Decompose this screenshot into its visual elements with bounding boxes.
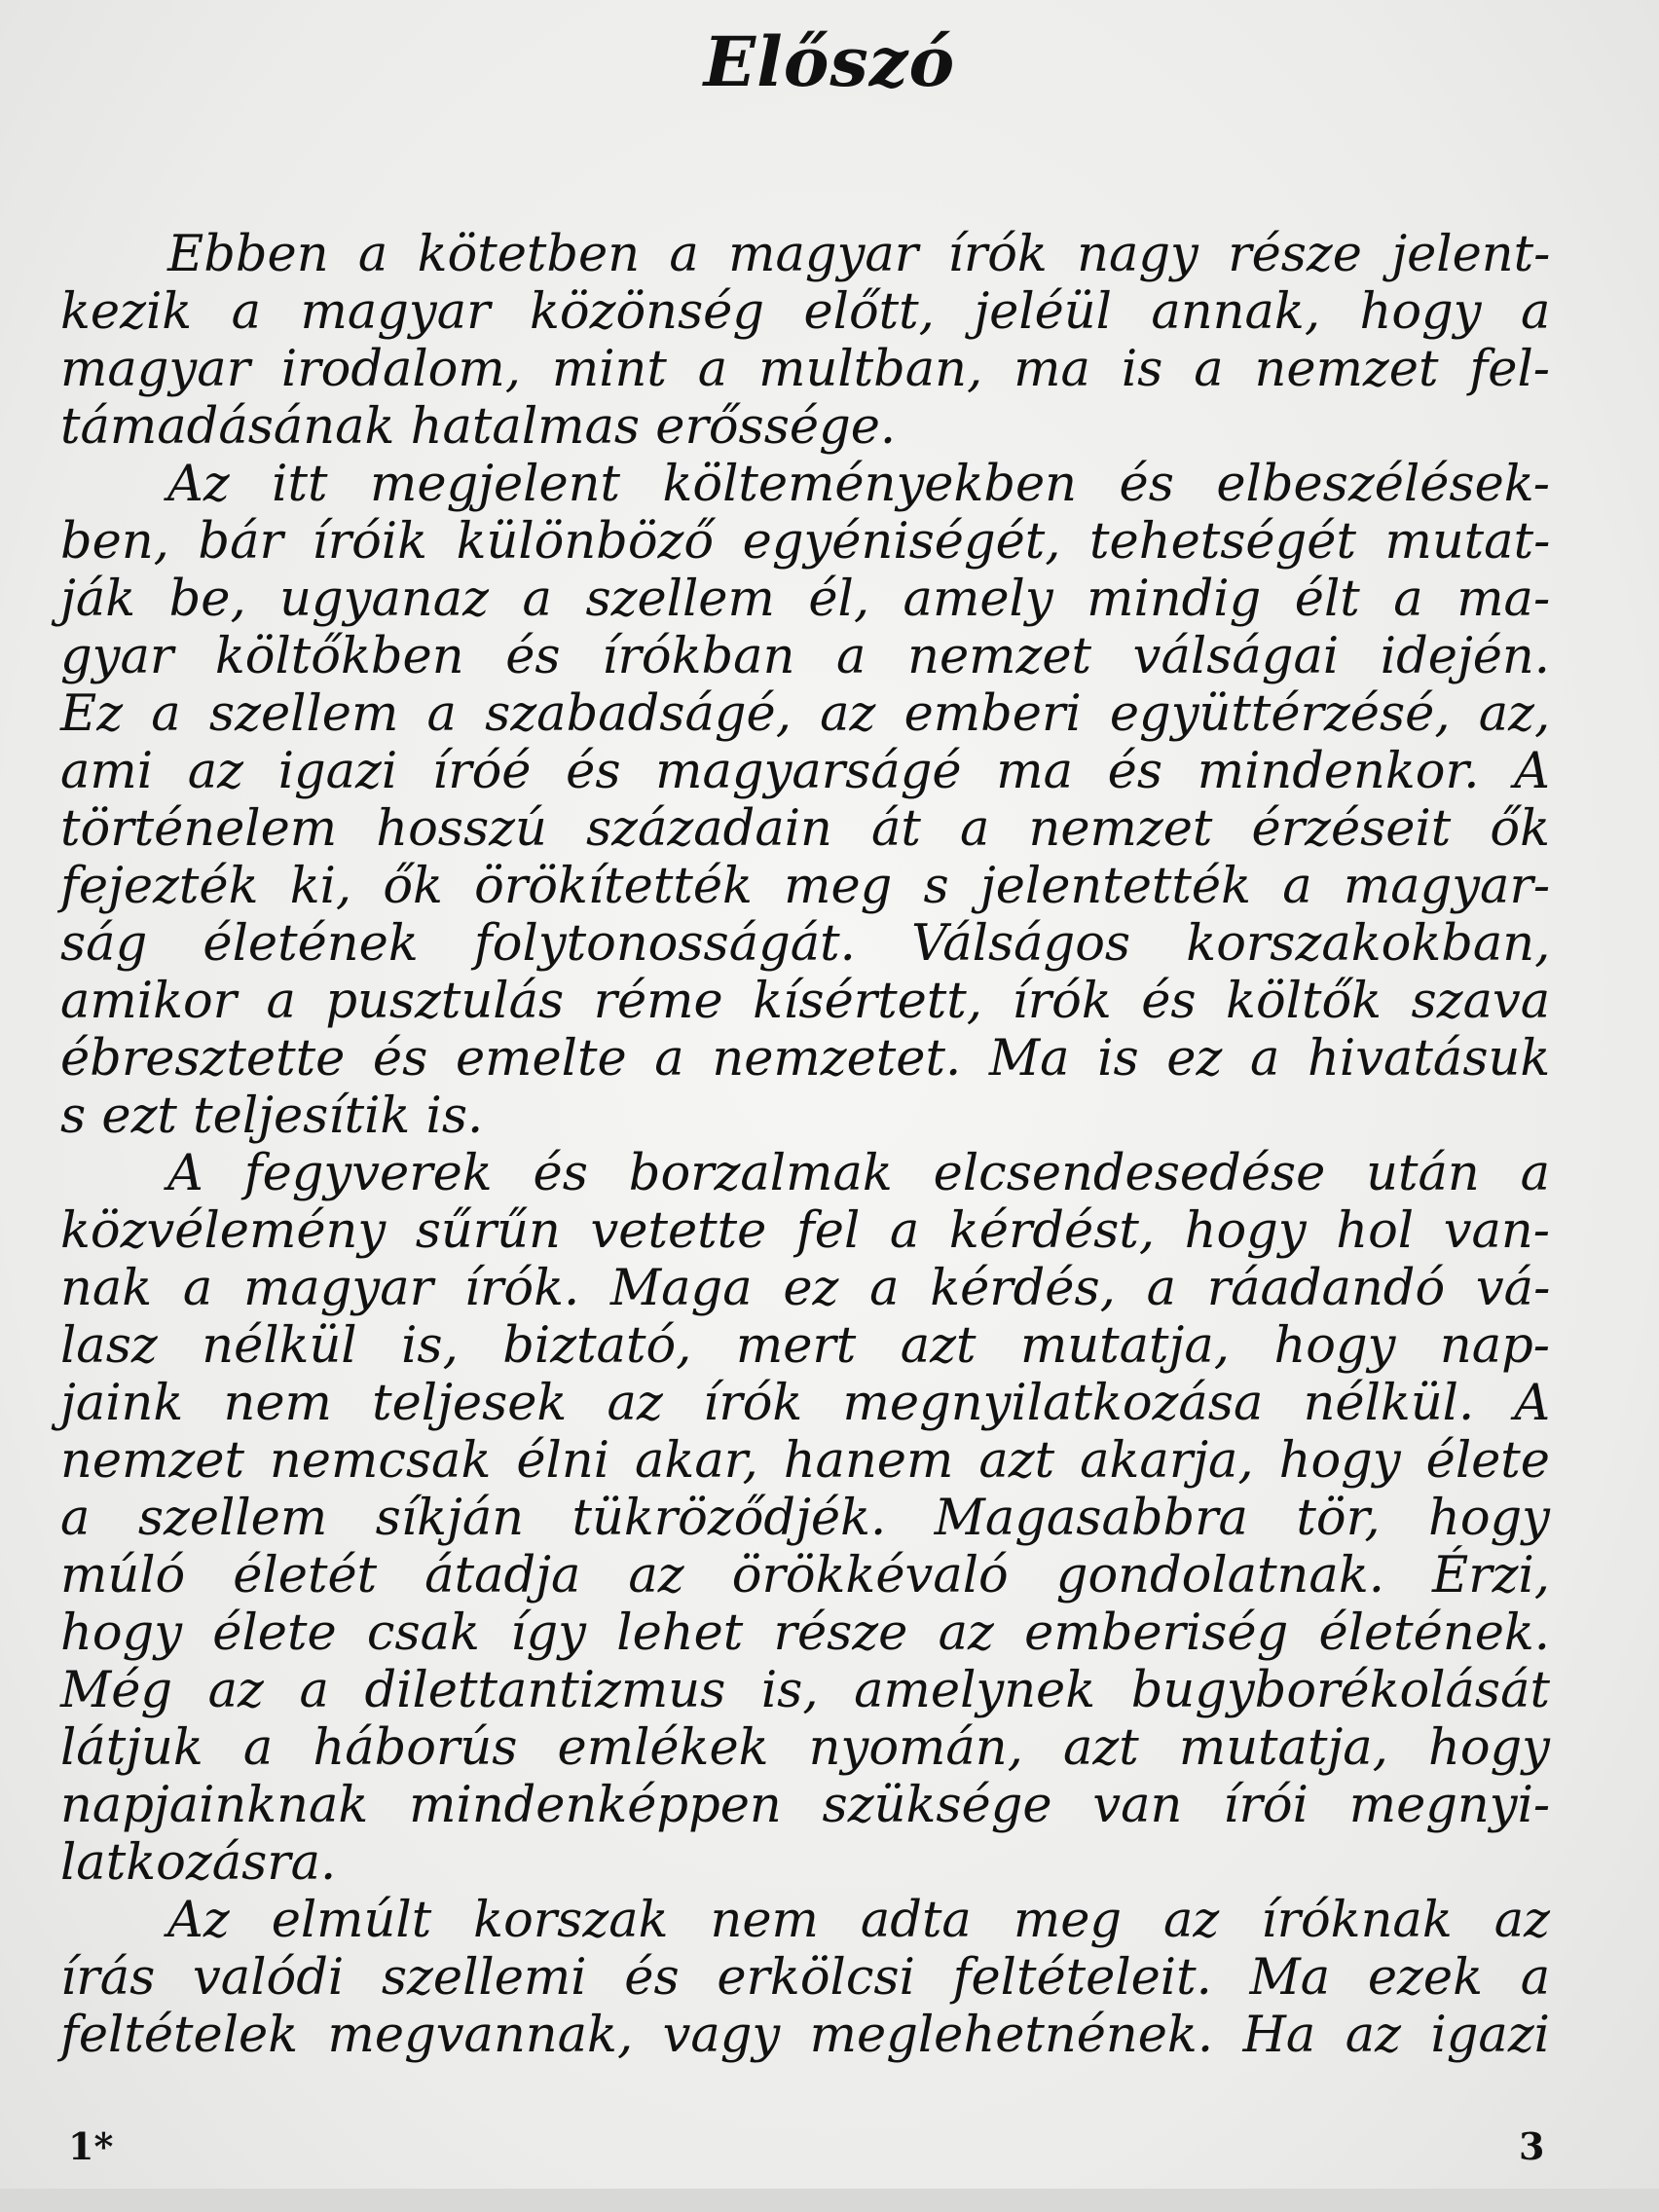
text-line: történelem hosszú századain át a nemzet érzéseit ők — [60, 800, 1550, 858]
text-line: nemzet nemcsak élni akar, hanem azt akarja, hogy élete — [60, 1432, 1550, 1490]
text-line: kezik a magyar közönség előtt, jeléül annak, hogy a — [60, 283, 1551, 341]
text-line: latkozásra. — [60, 1834, 337, 1892]
signature-mark: 1* — [68, 2124, 114, 2168]
text-line: feltételek megvannak, vagy meglehetnének. Ha az igazi — [60, 2007, 1550, 2064]
text-line: gyar költőkben és írókban a nemzet válságai idején. — [60, 628, 1550, 685]
text-line: közvélemény sűrűn vetette fel a kérdést, hogy hol van- — [60, 1202, 1550, 1260]
paragraph-3 — [60, 1145, 1550, 1892]
text-line: Ez a szellem a szabadságé, az emberi együttérzésé, az, — [60, 685, 1551, 743]
text-line: támadásának hatalmas erőssége. — [60, 398, 897, 456]
text-line: s ezt teljesítik is. — [60, 1088, 484, 1145]
text-line: ság életének folytonosságát. Válságos korszakokban, — [60, 915, 1551, 973]
text-line: ami az igazi íróé és magyarságé ma és mindenkor. A — [60, 743, 1550, 800]
text-line: írás valódi szellemi és erkölcsi feltételeit. Ma ezek a — [60, 1949, 1551, 2007]
text-line: jaink nem teljesek az írók megnyilatkozása nélkül. A — [60, 1375, 1551, 1432]
text-line: amikor a pusztulás réme kísértett, írók és költők szava — [60, 973, 1551, 1030]
text-line: fejezték ki, ők örökítették meg s jelentették a magyar- — [60, 858, 1551, 915]
text-line: ébresztette és emelte a nemzetet. Ma is ez a hivatásuk — [60, 1030, 1551, 1088]
page-bottom-edge — [0, 2189, 1659, 2212]
page-title: Előszó — [703, 21, 956, 102]
body-text — [60, 226, 1550, 2064]
text-line: ben, bár íróik különböző egyéniségét, tehetségét mutat- — [60, 513, 1551, 571]
paragraph-1 — [60, 226, 1550, 456]
text-line: múló életét átadja az örökkévaló gondolatnak. Érzi, — [60, 1547, 1550, 1604]
paragraph-4 — [60, 1892, 1550, 2064]
text-line: lasz nélkül is, biztató, mert azt mutatja, hogy nap- — [60, 1317, 1551, 1375]
text-line: Az itt megjelent költeményekben és elbeszélések- — [167, 456, 1550, 513]
paragraph-2 — [60, 456, 1550, 1145]
text-line: ják be, ugyanaz a szellem él, amely mindig élt a ma- — [60, 571, 1551, 628]
text-line: nak a magyar írók. Maga ez a kérdés, a ráadandó vá- — [60, 1260, 1551, 1317]
text-line: A fegyverek és borzalmak elcsendesedése után a — [167, 1145, 1551, 1202]
page-number: 3 — [1519, 2124, 1545, 2168]
text-line: Még az a dilettantizmus is, amelynek bugyborékolását — [60, 1662, 1550, 1719]
text-line: a szellem síkján tükröződjék. Magasabbra tör, hogy — [60, 1490, 1550, 1547]
text-line: hogy élete csak így lehet része az emberiség életének. — [60, 1604, 1550, 1662]
text-line: Az elmúlt korszak nem adta meg az íróknak az — [167, 1892, 1550, 1949]
text-line: magyar irodalom, mint a multban, ma is a nemzet fel- — [60, 341, 1550, 398]
text-line: látjuk a háborús emlékek nyomán, azt mutatja, hogy — [60, 1719, 1550, 1777]
text-line: Ebben a kötetben a magyar írók nagy része jelent- — [167, 226, 1551, 283]
text-line: napjainknak mindenképpen szüksége van írói megnyi- — [60, 1777, 1551, 1834]
